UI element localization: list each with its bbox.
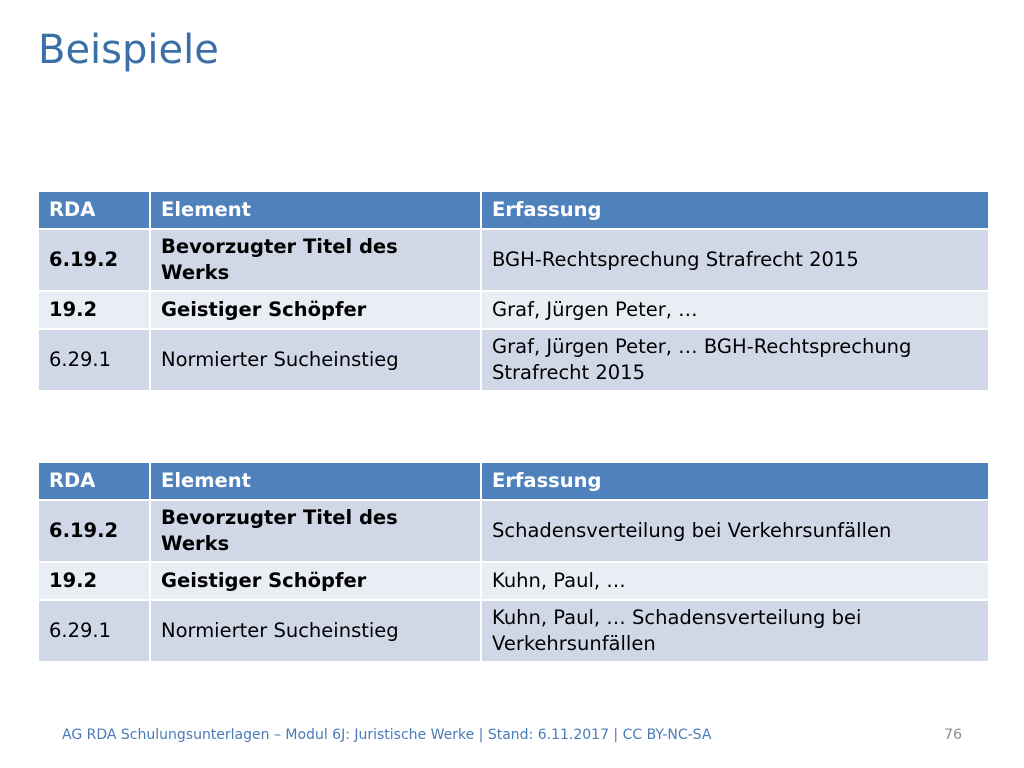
table-row — [38, 291, 989, 329]
table-row — [38, 600, 989, 662]
rda-cell: 6.19.2 — [38, 229, 150, 291]
erfassung-cell: Kuhn, Paul, … Schadensverteilung bei Verkehrsunfällen — [481, 600, 989, 662]
footer-text: AG RDA Schulungsunterlagen – Modul 6J: Juristische Werke | Stand: 6.11.2017 | CC BY-NC-SA — [62, 727, 712, 743]
slide-title: Beispiele — [38, 27, 219, 73]
element-cell: Normierter Sucheinstieg — [150, 600, 481, 662]
element-cell: Normierter Sucheinstieg — [150, 329, 481, 391]
column-header-rda: RDA — [38, 191, 150, 229]
rda-table-1 — [37, 190, 990, 392]
rda-cell: 19.2 — [38, 291, 150, 329]
column-header-erfassung: Erfassung — [481, 191, 989, 229]
table-row — [38, 500, 989, 562]
element-cell: Bevorzugter Titel des Werks — [150, 500, 481, 562]
table-header-row — [38, 462, 989, 500]
rda-cell: 6.19.2 — [38, 500, 150, 562]
column-header-rda: RDA — [38, 462, 150, 500]
rda-cell: 6.29.1 — [38, 329, 150, 391]
erfassung-cell: Kuhn, Paul, … — [481, 562, 989, 600]
element-cell: Geistiger Schöpfer — [150, 291, 481, 329]
erfassung-cell: Graf, Jürgen Peter, … BGH-Rechtsprechung Strafrecht 2015 — [481, 329, 989, 391]
column-header-element: Element — [150, 462, 481, 500]
erfassung-cell: Schadensverteilung bei Verkehrsunfällen — [481, 500, 989, 562]
element-cell: Bevorzugter Titel des Werks — [150, 229, 481, 291]
erfassung-cell: BGH-Rechtsprechung Strafrecht 2015 — [481, 229, 989, 291]
page-number: 76 — [944, 727, 962, 743]
table-row — [38, 329, 989, 391]
column-header-erfassung: Erfassung — [481, 462, 989, 500]
table-row — [38, 562, 989, 600]
element-cell: Geistiger Schöpfer — [150, 562, 481, 600]
erfassung-cell: Graf, Jürgen Peter, … — [481, 291, 989, 329]
table-row — [38, 229, 989, 291]
rda-table-2 — [37, 461, 990, 663]
column-header-element: Element — [150, 191, 481, 229]
table-header-row — [38, 191, 989, 229]
rda-cell: 6.29.1 — [38, 600, 150, 662]
rda-cell: 19.2 — [38, 562, 150, 600]
